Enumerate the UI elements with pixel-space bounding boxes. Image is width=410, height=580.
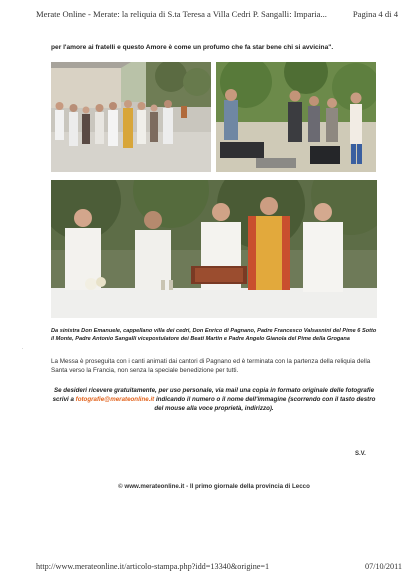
page-title: Merate Online - Merate: la reliquia di S.ta Teresa a Villa Cedri P. Sangalli: Imparia... <box>36 9 327 19</box>
email-link[interactable]: fotografie@merateonline.it <box>75 396 155 403</box>
page-url: http://www.merateonline.it/articolo-stampa.php?idd=13340&origine=1 <box>36 562 270 571</box>
print-header <box>36 9 398 19</box>
photo-audio-setup <box>216 62 376 172</box>
offer-text-end: indicando il numero o il nome dell'immagine (scorrendo con il tasto destro del mouse alla voce proprietà, indirizzo). <box>154 396 376 412</box>
photo-offer <box>51 386 377 413</box>
quote-line: per l'amore ai fratelli e questo Amore è come un profumo che fa star bene chi si avvicina". <box>51 44 334 51</box>
author-signature: S.V. <box>355 451 366 457</box>
article-paragraph: La Messa è proseguita con i canti animati dai cantori di Pagnano ed è terminata con la partenza della reliquia della Santa verso la Francia, non senza la speciale benedizione per tutti. <box>51 358 371 374</box>
page-number: Pagina 4 di 4 <box>352 9 398 19</box>
margin-mark: . <box>22 345 24 351</box>
photo-altar-mass <box>51 180 377 318</box>
photo-procession <box>51 62 211 172</box>
offer-text: Se desideri ricevere gratuitamente, per uso personale, via mail una copia in formato originale delle fotografie scrivi a <box>52 387 375 403</box>
photo-caption: Da sinistra Don Emanuele, cappellano villa dei cedri, Don Enrico di Pagnano, Padre Francesco Valsasnini del Pime 6 Sotto il Monte, Padre Antonio Sangalli vicepostulatore dei Beati Martin e Padre Angelo Gianola del Pime della Grogana <box>51 328 377 342</box>
copyright-line: © www.merateonline.it - Il primo giornale della provincia di Lecco <box>118 483 310 490</box>
print-footer <box>36 562 402 571</box>
print-date: 07/10/2011 <box>365 562 402 571</box>
